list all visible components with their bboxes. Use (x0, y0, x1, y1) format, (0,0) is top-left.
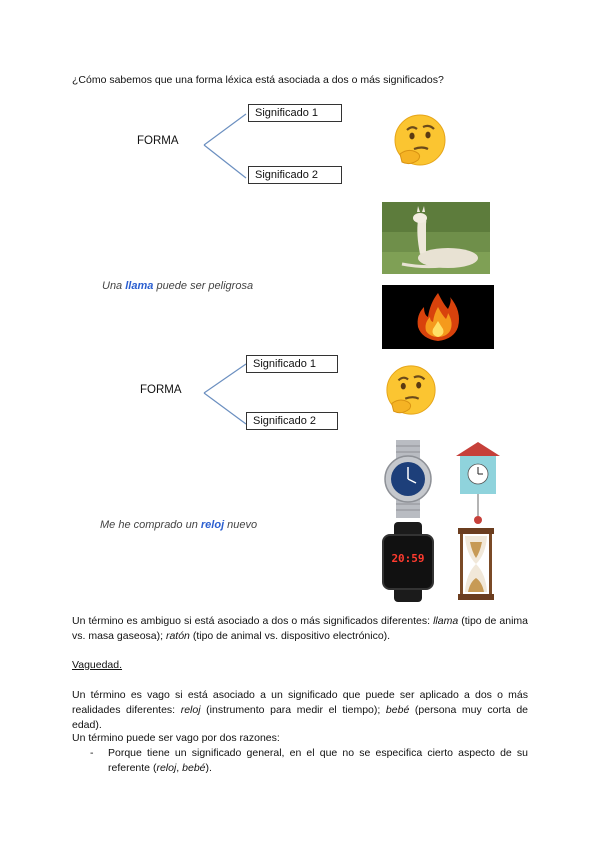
ambiguity-paragraph (72, 614, 528, 644)
significado-2-box-2: Significado 2 (246, 412, 338, 430)
ambiguity-text-2: (tipo de anima vs. masa gaseosa); (72, 615, 528, 642)
thinking-face-icon (392, 112, 448, 168)
forma-label-2: FORMA (140, 384, 182, 396)
forma-label-1: FORMA (137, 135, 179, 147)
bullet-item (108, 746, 528, 776)
bullet-reloj: reloj (156, 762, 177, 774)
question-text: ¿Cómo sabemos que una forma léxica está asociada a dos o más significados? (72, 74, 444, 86)
sentence-reloj (100, 519, 257, 531)
smartwatch-icon (382, 522, 434, 602)
bullet-bebe: bebé (182, 762, 206, 774)
vagueness-text-2: (instrumento para medir el tiempo); (200, 704, 386, 716)
llama-photo (382, 202, 490, 274)
ambiguity-raton: ratón (165, 630, 190, 642)
bullet-text-1: Porque tiene un significado general, en el que no se especifica cierto aspecto de su referente ( (108, 747, 528, 774)
bullet-sep: , (176, 762, 183, 774)
ambiguity-text-3: (tipo de animal vs. dispositivo electrónico). (189, 630, 391, 642)
hourglass-icon (456, 528, 496, 600)
fire-photo (382, 285, 494, 349)
vagueness-reloj: reloj (180, 704, 201, 716)
thinking-face-icon-2 (384, 363, 438, 417)
cuckoo-clock-icon (454, 440, 502, 528)
sentence-llama-pre: Una (102, 280, 126, 292)
significado-1-box: Significado 1 (248, 104, 342, 122)
sentence-llama-post: puede ser peligrosa (153, 280, 254, 292)
vagueness-text-3: (persona muy corta de edad). (72, 704, 529, 731)
vagueness-text-1: Un término es vago si está asociado a un significado que puede ser aplicado a dos o más realidades diferentes: (72, 689, 528, 716)
significado-2-box: Significado 2 (248, 166, 342, 184)
branch-lines-1 (200, 112, 248, 182)
bullet-dash: - (90, 747, 94, 759)
sentence-reloj-post: nuevo (224, 519, 258, 531)
ambiguity-llama: llama (433, 615, 459, 627)
sentence-llama-keyword: llama (125, 280, 154, 292)
section-heading-vaguedad: Vaguedad. (72, 659, 123, 671)
reasons-intro: Un término puede ser vago por dos razones: (72, 732, 280, 744)
smartwatch-time: 20:59 (391, 552, 425, 565)
vagueness-paragraph (72, 688, 528, 733)
wristwatch-icon (382, 440, 434, 518)
significado-1-box-2: Significado 1 (246, 355, 338, 373)
sentence-reloj-pre: Me he comprado un (100, 519, 201, 531)
sentence-reloj-keyword: reloj (200, 519, 225, 531)
sentence-llama (102, 280, 253, 292)
ambiguity-text-1: Un término es ambiguo si está asociado a dos o más significados diferentes: (72, 615, 434, 627)
bullet-text-2: ). (205, 762, 212, 774)
vagueness-bebe: bebé (385, 704, 410, 716)
branch-lines-2 (200, 362, 248, 428)
